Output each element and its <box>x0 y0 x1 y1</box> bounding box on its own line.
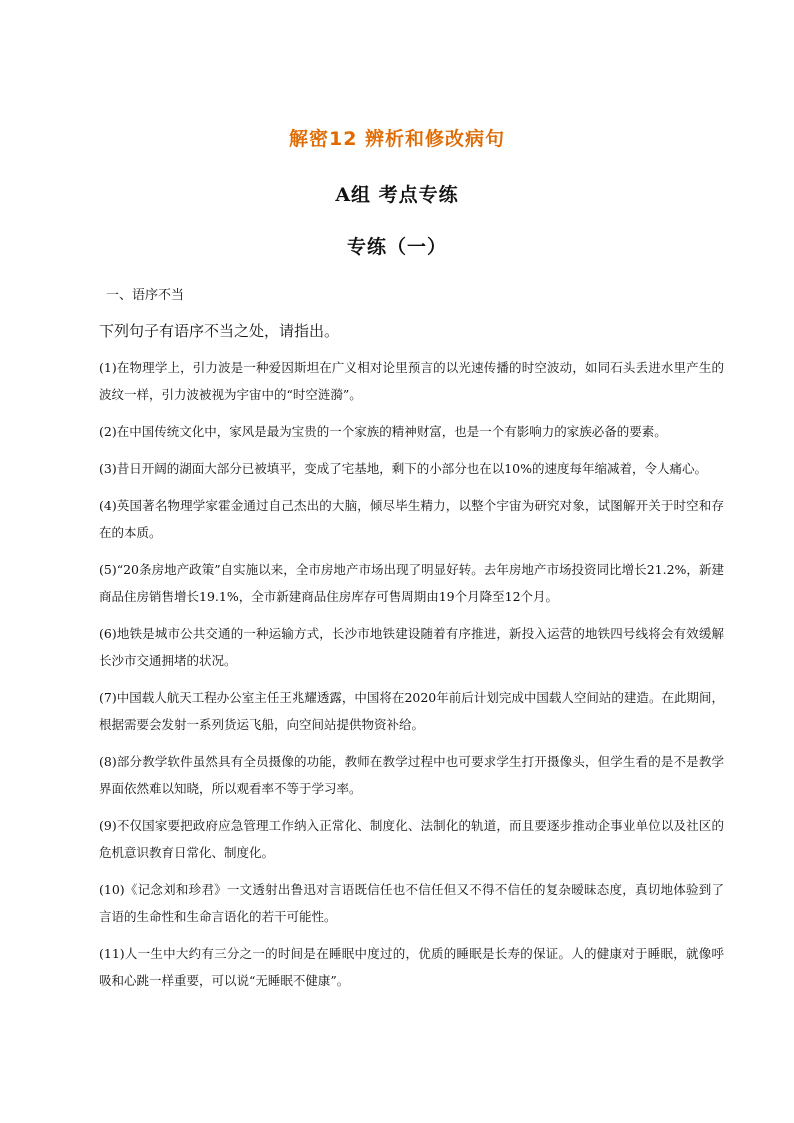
question-list <box>99 354 724 1004</box>
question-item-2: (2)在中国传统文化中，家风是最为宝贵的一个家族的精神财富，也是一个有影响力的家族必备的要素。 <box>99 424 667 439</box>
question-item-7: (7)中国载人航天工程办公室主任王兆耀透露，中国将在2020年前后计划完成中国载人空间站的建造。在此期间，根据需要会发射一系列货运飞船，向空间站提供物资补给。 <box>99 690 724 732</box>
question-item-6: (6)地铁是城市公共交通的一种运输方式，长沙市地铁建设随着有序推进，新投入运营的地铁四号线将会有效缓解长沙市交通拥堵的状况。 <box>99 626 724 668</box>
question-item-8: (8)部分教学软件虽然具有全员摄像的功能，教师在教学过程中也可要求学生打开摄像头，但学生看的是不是教学界面依然难以知晓，所以观看率不等于学习率。 <box>99 754 724 796</box>
sub-title: 专练（一） <box>346 236 447 258</box>
group-title: A组 考点专练 <box>335 184 459 206</box>
question-item-10: (10)《记念刘和珍君》一文透射出鲁迅对言语既信任也不信任但又不得不信任的复杂暧昧态度，真切地体验到了言语的生命性和生命言语化的若干可能性。 <box>99 882 724 924</box>
section-heading: 一、语序不当 <box>106 288 185 303</box>
question-item-9: (9)不仅国家要把政府应急管理工作纳入正常化、制度化、法制化的轨道，而且要逐步推动企事业单位以及社区的危机意识教育日常化、制度化。 <box>99 818 724 860</box>
question-item-1: (1)在物理学上，引力波是一种爱因斯坦在广义相对论里预言的以光速传播的时空波动，如同石头丢进水里产生的波纹一样，引力波被视为宇宙中的“时空涟漪”。 <box>99 360 724 402</box>
question-item-4: (4)英国著名物理学家霍金通过自己杰出的大脑，倾尽毕生精力，以整个宇宙为研究对象，试图解开关于时空和存在的本质。 <box>99 498 724 540</box>
instruction-text: 下列句子有语序不当之处，请指出。 <box>99 322 340 340</box>
question-item-3: (3)昔日开阔的湖面大部分已被填平，变成了宅基地，剩下的小部分也在以10%的速度每年缩减着，令人痛心。 <box>99 461 707 476</box>
question-item-11: (11)人一生中大约有三分之一的时间是在睡眠中度过的，优质的睡眠是长寿的保证。人的健康对于睡眠，就像呼吸和心跳一样重要，可以说“无睡眠不健康”。 <box>99 946 724 988</box>
page-title: 解密12 辨析和修改病句 <box>288 128 506 150</box>
question-item-5: (5)“20条房地产政策”自实施以来，全市房地产市场出现了明显好转。去年房地产市场投资同比增长21.2%，新建商品住房销售增长19.1%，全市新建商品住房库存可售周期由19个月降至12个月。 <box>99 562 724 604</box>
